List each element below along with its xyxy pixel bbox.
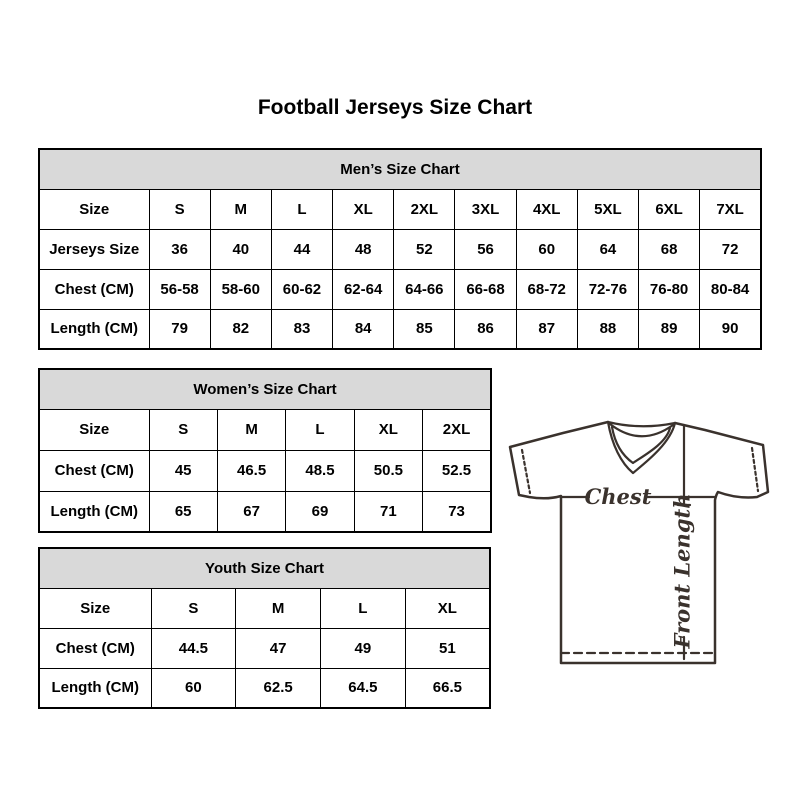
mens-size-table <box>38 148 762 350</box>
womens-size-table <box>38 368 492 533</box>
cell: 56-58 <box>149 269 210 309</box>
cell: 48 <box>333 229 394 269</box>
cell: 7XL <box>700 189 761 229</box>
row-label: Chest (CM) <box>39 450 149 491</box>
cell: XL <box>354 409 422 450</box>
cell: 89 <box>639 309 700 349</box>
cell: 87 <box>516 309 577 349</box>
cell: 36 <box>149 229 210 269</box>
cell: 60 <box>151 668 236 708</box>
cell: 79 <box>149 309 210 349</box>
cell: 3XL <box>455 189 516 229</box>
cell: 65 <box>149 491 217 532</box>
cell: 50.5 <box>354 450 422 491</box>
cell: 48.5 <box>286 450 354 491</box>
cell: 56 <box>455 229 516 269</box>
cell: 88 <box>577 309 638 349</box>
cell: M <box>217 409 285 450</box>
row-label: Size <box>39 189 149 229</box>
table-title: Youth Size Chart <box>39 548 490 588</box>
cell: 68-72 <box>516 269 577 309</box>
row-label: Length (CM) <box>39 668 151 708</box>
cuff-dashed-line-left <box>522 450 530 493</box>
cell: M <box>210 189 271 229</box>
cell: 46.5 <box>217 450 285 491</box>
collar-back-arc <box>608 422 675 426</box>
cell: 85 <box>394 309 455 349</box>
page-title: Football Jerseys Size Chart <box>257 96 533 119</box>
cell: 52 <box>394 229 455 269</box>
cell: 69 <box>286 491 354 532</box>
cell: 49 <box>321 628 406 668</box>
cell: 60-62 <box>271 269 332 309</box>
cell: 62.5 <box>236 668 321 708</box>
cell: 60 <box>516 229 577 269</box>
cell: 86 <box>455 309 516 349</box>
cell: L <box>321 588 406 628</box>
table-title: Women’s Size Chart <box>39 369 491 409</box>
cell: XL <box>333 189 394 229</box>
row-label: Chest (CM) <box>39 269 149 309</box>
cell: 58-60 <box>210 269 271 309</box>
cell: 5XL <box>577 189 638 229</box>
cell: 64-66 <box>394 269 455 309</box>
cell: 64 <box>577 229 638 269</box>
cell: S <box>149 409 217 450</box>
cell: 67 <box>217 491 285 532</box>
cell: 82 <box>210 309 271 349</box>
cell: S <box>149 189 210 229</box>
front-length-label: Front Length <box>669 493 695 649</box>
cell: 83 <box>271 309 332 349</box>
cell: 68 <box>639 229 700 269</box>
cell: 66.5 <box>405 668 490 708</box>
cell: 51 <box>405 628 490 668</box>
cell: XL <box>405 588 490 628</box>
cell: L <box>271 189 332 229</box>
row-label: Jerseys Size <box>39 229 149 269</box>
cell: 66-68 <box>455 269 516 309</box>
row-label: Size <box>39 588 151 628</box>
cell: 80-84 <box>700 269 761 309</box>
cell: 72-76 <box>577 269 638 309</box>
cell: 6XL <box>639 189 700 229</box>
cell: 45 <box>149 450 217 491</box>
youth-size-table <box>38 547 491 709</box>
cell: 47 <box>236 628 321 668</box>
cell: 71 <box>354 491 422 532</box>
row-label: Chest (CM) <box>39 628 151 668</box>
cell: 84 <box>333 309 394 349</box>
chest-label: Chest <box>584 484 652 509</box>
cuff-dashed-line-right <box>752 448 758 491</box>
cell: 73 <box>423 491 491 532</box>
cell: 62-64 <box>333 269 394 309</box>
cell: 76-80 <box>639 269 700 309</box>
cell: 2XL <box>423 409 491 450</box>
cell: 44.5 <box>151 628 236 668</box>
cell: 90 <box>700 309 761 349</box>
cell: 2XL <box>394 189 455 229</box>
jersey-diagram <box>505 400 777 672</box>
cell: 64.5 <box>321 668 406 708</box>
cell: 72 <box>700 229 761 269</box>
cell: L <box>286 409 354 450</box>
row-label: Length (CM) <box>39 309 149 349</box>
table-title: Men’s Size Chart <box>39 149 761 189</box>
cell: 4XL <box>516 189 577 229</box>
cell: S <box>151 588 236 628</box>
cell: 52.5 <box>423 450 491 491</box>
cell: 44 <box>271 229 332 269</box>
cell: M <box>236 588 321 628</box>
row-label: Size <box>39 409 149 450</box>
cell: 40 <box>210 229 271 269</box>
row-label: Length (CM) <box>39 491 149 532</box>
